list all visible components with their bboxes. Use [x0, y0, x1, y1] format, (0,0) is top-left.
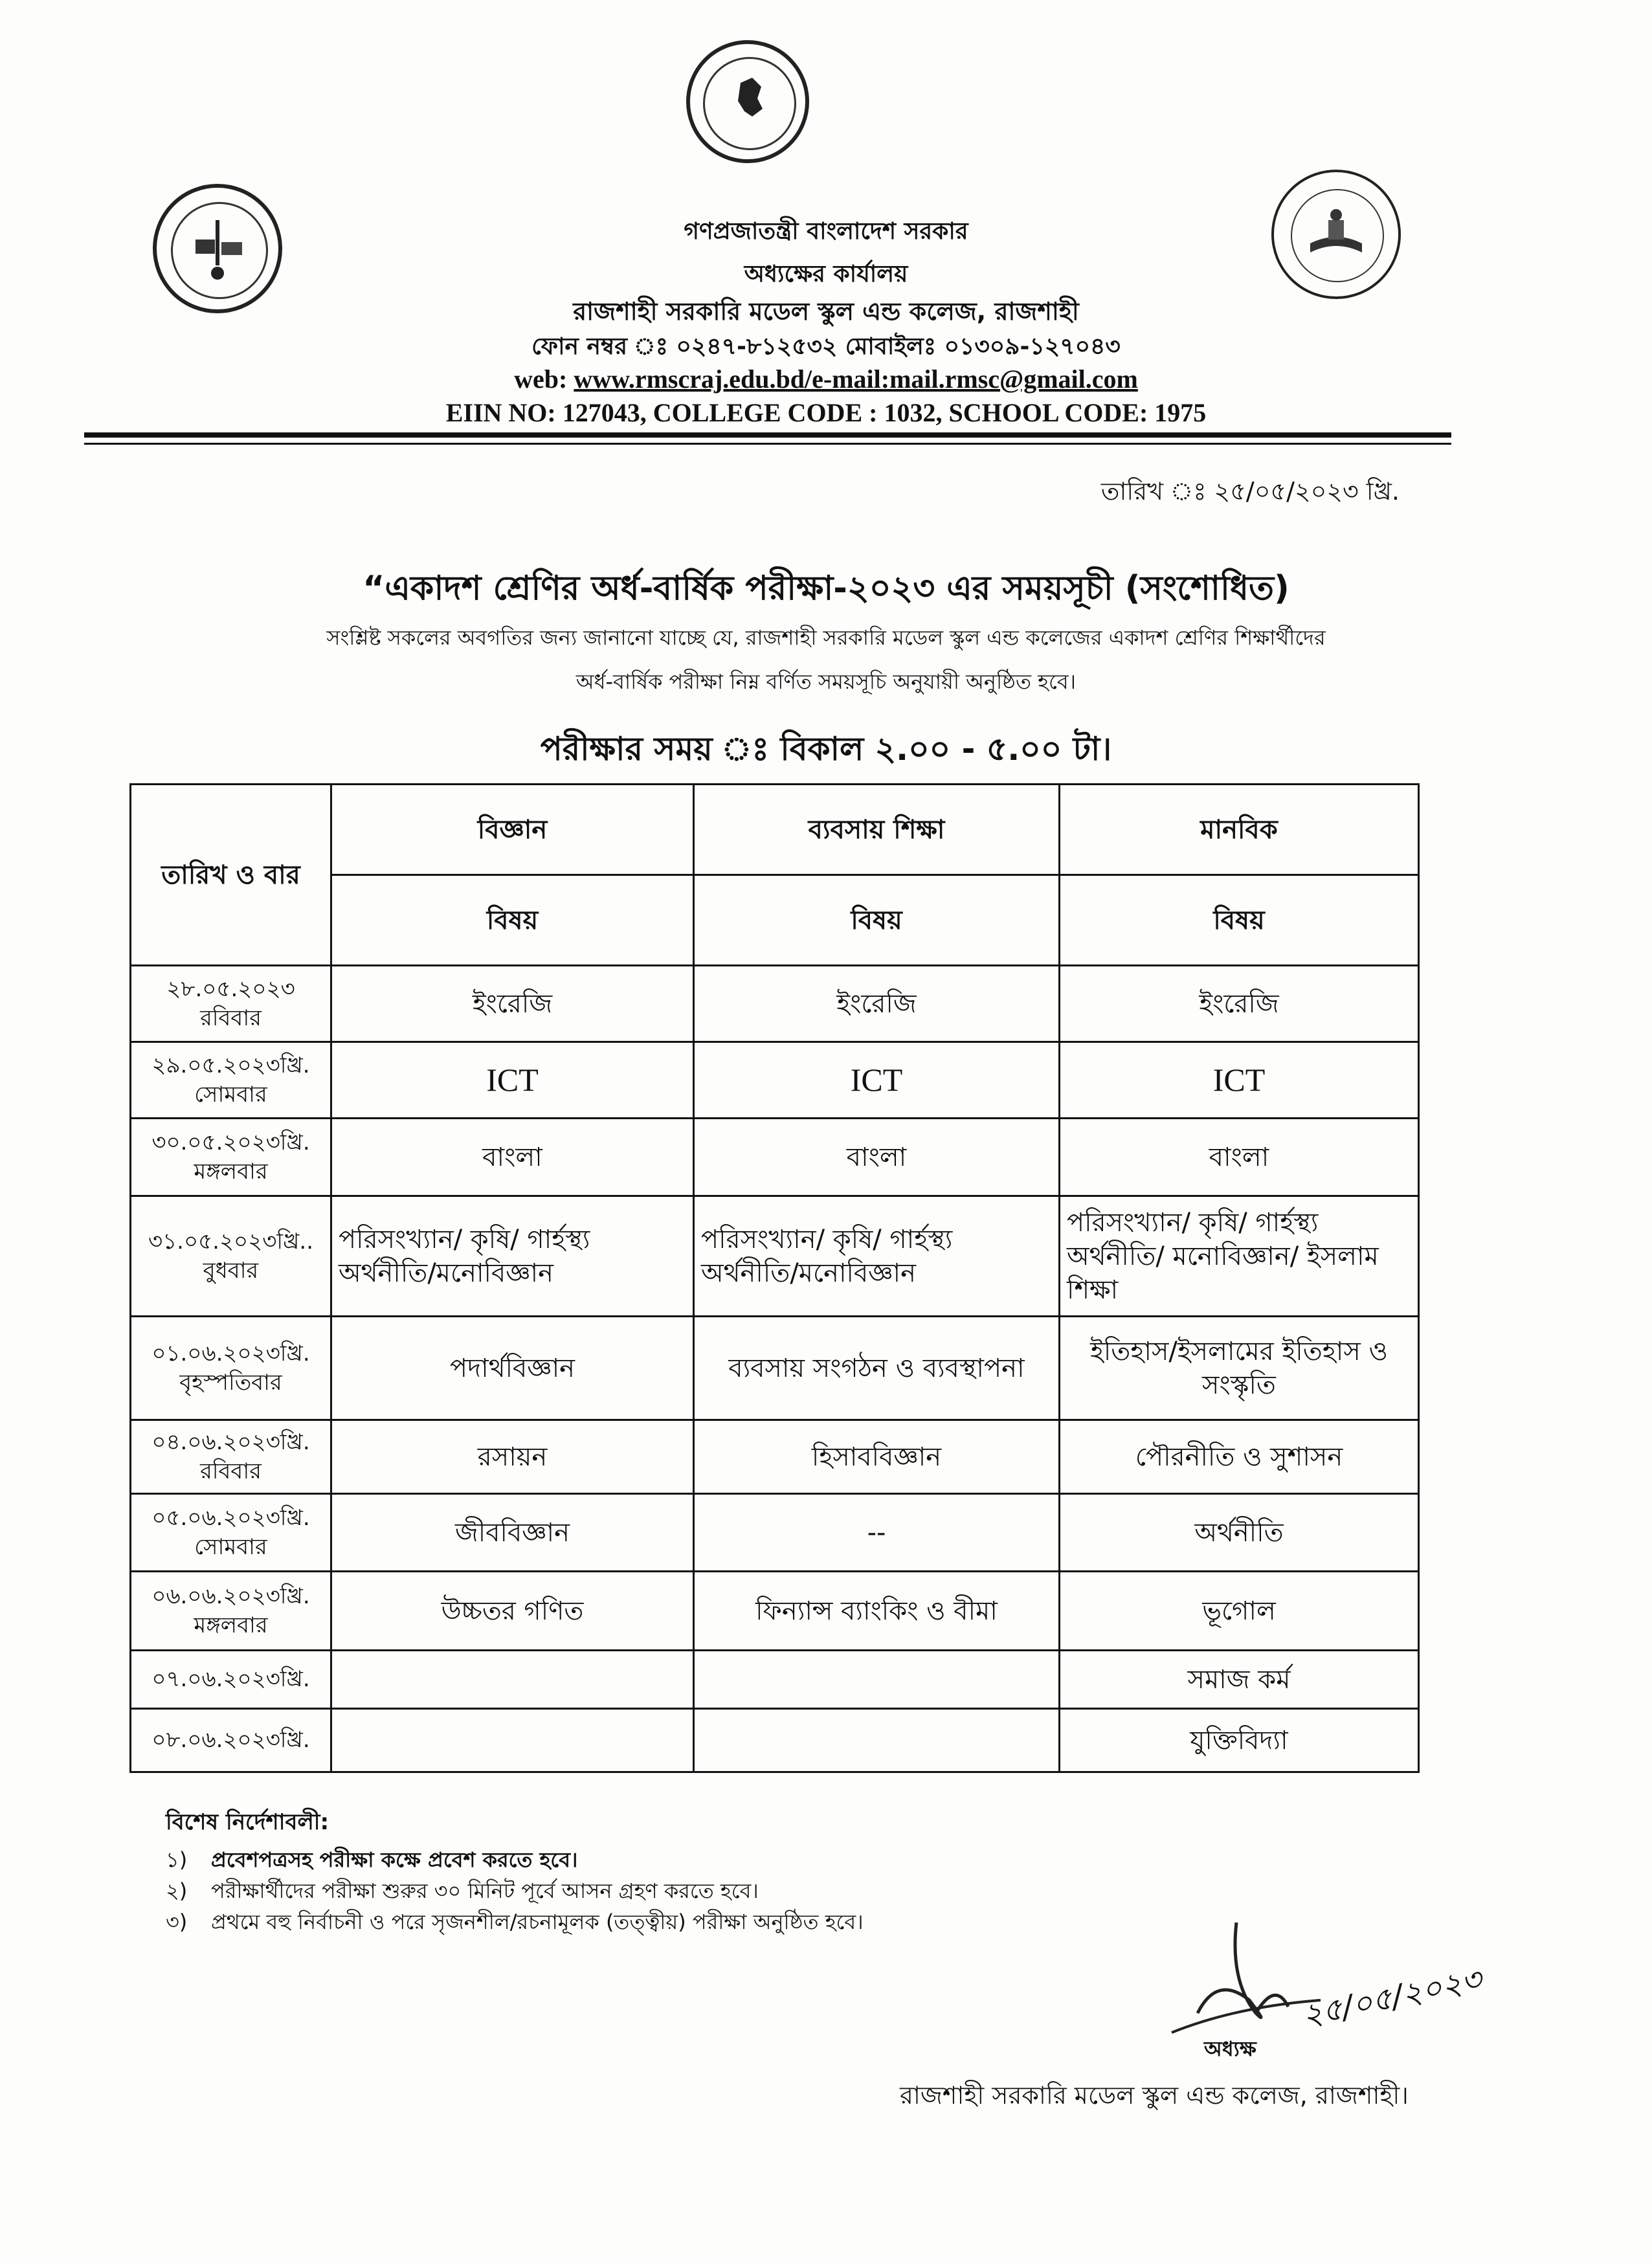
table-row: [131, 1420, 1419, 1494]
table-row: [131, 1709, 1419, 1772]
humanities-subject: ইতিহাস/ইসলামের ইতিহাস ও সংস্কৃতি: [1060, 1317, 1419, 1420]
notice-intro-line2: অর্ধ-বার্ষিক পরীক্ষা নিম্ন বর্ণিত সময়সূচি অনুযায়ী অনুষ্ঠিত হবে।: [575, 669, 1077, 694]
eiin-codes: EIIN NO: 127043, COLLEGE CODE : 1032, SCHOOL CODE: 1975: [445, 398, 1207, 427]
institution-name: রাজশাহী সরকারি মডেল স্কুল এন্ড কলেজ, রাজশাহী: [573, 297, 1079, 326]
exam-date: ২৯.০৫.২০২৩খ্রি.: [151, 1053, 310, 1079]
science-subject: [331, 1709, 694, 1772]
science-subject: জীববিজ্ঞান: [331, 1494, 694, 1572]
science-subject: উচ্চতর গণিত: [331, 1572, 694, 1651]
business-subject: ICT: [694, 1042, 1060, 1119]
table-row: [131, 1572, 1419, 1651]
principal-signature: [1159, 1903, 1495, 2046]
exam-day: মঙ্গলবার: [194, 1612, 268, 1638]
website-link[interactable]: www.rmscraj.edu.bd/e-mail:mail.rmsc@gmail.com: [574, 364, 1138, 394]
exam-date: ০৫.০৬.২০২৩খ্রি.: [151, 1505, 310, 1532]
table-row: [131, 1196, 1419, 1317]
science-subject: ICT: [331, 1042, 694, 1119]
issue-date: তারিখ ঃ ২৫/০৫/২০২৩ খ্রি.: [1100, 477, 1400, 506]
exam-schedule-table: [129, 783, 1420, 1773]
group-business-header: ব্যবসায় শিক্ষা: [694, 785, 1060, 875]
humanities-subject: পরিসংখ্যান/ কৃষি/ গার্হস্থ্য অর্থনীতি/ মনোবিজ্ঞান/ ইসলাম শিক্ষা: [1060, 1196, 1419, 1317]
business-subject: ব্যবসায় সংগঠন ও ব্যবস্থাপনা: [694, 1317, 1060, 1420]
exam-day: সোমবার: [194, 1081, 267, 1108]
humanities-subject: ভূগোল: [1060, 1572, 1419, 1651]
notice-title: “একাদশ শ্রেণির অর্ধ-বার্ষিক পরীক্ষা-২০২৩ এর সময়সূচী (সংশোধিত): [363, 569, 1289, 608]
exam-day: মঙ্গলবার: [194, 1158, 268, 1185]
business-subject: ইংরেজি: [694, 966, 1060, 1042]
business-subject: বাংলা: [694, 1119, 1060, 1196]
exam-date: ৩১.০৫.২০২৩খ্রি..: [148, 1229, 313, 1255]
humanities-subject: ইংরেজি: [1060, 966, 1419, 1042]
signature-institution: রাজশাহী সরকারি মডেল স্কুল এন্ড কলেজ, রাজশাহী।: [900, 2081, 1409, 2110]
exam-date: ০৭.০৬.২০২৩খ্রি.: [151, 1666, 310, 1693]
web-email-line: [0, 364, 1652, 394]
science-subject: ইংরেজি: [331, 966, 694, 1042]
date-cell: [131, 1651, 331, 1709]
date-cell: [131, 1119, 331, 1196]
date-cell: [131, 1572, 331, 1651]
exam-day: রবিবার: [200, 1005, 262, 1031]
date-cell: [131, 1042, 331, 1119]
exam-day: বুধবার: [203, 1257, 259, 1284]
date-cell: [131, 1494, 331, 1572]
humanities-subject: যুক্তিবিদ্যা: [1060, 1709, 1419, 1772]
instruction-text: পরীক্ষার্থীদের পরীক্ষা শুরুর ৩০ মিনিট পূর্বে আসন গ্রহণ করতে হবে।: [211, 1878, 759, 1903]
group-science-header: বিজ্ঞান: [331, 785, 694, 875]
subject-header: বিষয়: [694, 875, 1060, 966]
instruction-number: ২): [166, 1878, 188, 1903]
instruction-number: ১): [166, 1847, 188, 1872]
humanities-subject: সমাজ কর্ম: [1060, 1651, 1419, 1709]
business-subject: [694, 1709, 1060, 1772]
exam-day: রবিবার: [200, 1458, 262, 1484]
special-instructions: [166, 1806, 864, 1937]
exam-date: ৩০.০৫.২০২৩খ্রি.: [151, 1130, 310, 1156]
science-subject: পদার্থবিজ্ঞান: [331, 1317, 694, 1420]
business-subject: ফিন্যান্স ব্যাংকিং ও বীমা: [694, 1572, 1060, 1651]
business-subject: হিসাববিজ্ঞান: [694, 1420, 1060, 1494]
government-name: গণপ্রজাতন্ত্রী বাংলাদেশ সরকার: [684, 218, 968, 245]
exam-date: ০৮.০৬.২০২৩খ্রি.: [151, 1727, 310, 1754]
web-prefix: web:: [514, 364, 574, 394]
business-subject: --: [694, 1494, 1060, 1572]
header-divider-thin: [84, 443, 1451, 445]
table-row: [131, 1651, 1419, 1709]
humanities-subject: পৌরনীতি ও সুশাসন: [1060, 1420, 1419, 1494]
instruction-text: প্রথমে বহু নির্বাচনী ও পরে সৃজনশীল/রচনামূলক (তত্ত্বীয়) পরীক্ষা অনুষ্ঠিত হবে।: [211, 1910, 864, 1934]
instruction-text: প্রবেশপত্রসহ পরীক্ষা কক্ষে প্রবেশ করতে হবে।: [211, 1847, 578, 1872]
date-cell: [131, 1420, 331, 1494]
handwritten-date: ২৫/০৫/২০২৩: [1299, 1961, 1485, 2034]
humanities-subject: ICT: [1060, 1042, 1419, 1119]
table-row: [131, 1494, 1419, 1572]
date-cell: [131, 1317, 331, 1420]
table-header-row: [131, 785, 1419, 875]
government-emblem-icon: [686, 40, 809, 163]
exam-time: পরীক্ষার সময় ঃ বিকাল ২.০০ - ৫.০০ টা।: [540, 730, 1112, 768]
office-name: অধ্যক্ষের কার্যালয়: [744, 261, 908, 287]
contact-phone: ফোন নম্বর ঃ ০২৪৭-৮১২৫৩২ মোবাইলঃ ০১৩০৯-১২৭০৪৩: [531, 333, 1121, 360]
exam-date: ২৮.০৫.২০২৩: [166, 976, 295, 1003]
science-subject: পরিসংখ্যান/ কৃষি/ গার্হস্থ্য অর্থনীতি/মনোবিজ্ঞান: [331, 1196, 694, 1317]
exam-date: ০৪.০৬.২০২৩খ্রি.: [151, 1429, 310, 1456]
humanities-subject: বাংলা: [1060, 1119, 1419, 1196]
date-cell: [131, 1196, 331, 1317]
instructions-heading: বিশেষ নির্দেশাবলী:: [166, 1809, 329, 1835]
instruction-item: [166, 1875, 864, 1906]
science-subject: বাংলা: [331, 1119, 694, 1196]
science-subject: [331, 1651, 694, 1709]
science-subject: রসায়ন: [331, 1420, 694, 1494]
table-row: [131, 1119, 1419, 1196]
exam-day: সোমবার: [194, 1533, 267, 1560]
header-divider-thick: [84, 432, 1451, 438]
date-cell: [131, 966, 331, 1042]
business-subject: পরিসংখ্যান/ কৃষি/ গার্হস্থ্য অর্থনীতি/মনোবিজ্ঞান: [694, 1196, 1060, 1317]
instruction-number: ৩): [166, 1910, 188, 1934]
subject-header: বিষয়: [331, 875, 694, 966]
humanities-subject: অর্থনীতি: [1060, 1494, 1419, 1572]
subject-header: বিষয়: [1060, 875, 1419, 966]
instruction-item: [166, 1906, 864, 1937]
business-subject: [694, 1651, 1060, 1709]
date-day-header: তারিখ ও বার: [131, 785, 331, 966]
instruction-item: [166, 1844, 864, 1875]
signature-designation: অধ্যক্ষ: [1204, 2036, 1256, 2061]
table-row: [131, 1042, 1419, 1119]
exam-day: বৃহস্পতিবার: [179, 1369, 282, 1396]
exam-date: ০১.০৬.২০২৩খ্রি.: [151, 1341, 310, 1367]
exam-date: ০৬.০৬.২০২৩খ্রি.: [151, 1583, 310, 1610]
table-row: [131, 966, 1419, 1042]
table-row: [131, 1317, 1419, 1420]
group-humanities-header: মানবিক: [1060, 785, 1419, 875]
notice-intro-line1: সংশ্লিষ্ট সকলের অবগতির জন্য জানানো যাচ্ছে যে, রাজশাহী সরকারি মডেল স্কুল এন্ড কলেজের একাদশ শ্রেণির শিক্ষার্থীদের: [326, 625, 1326, 650]
date-cell: [131, 1709, 331, 1772]
